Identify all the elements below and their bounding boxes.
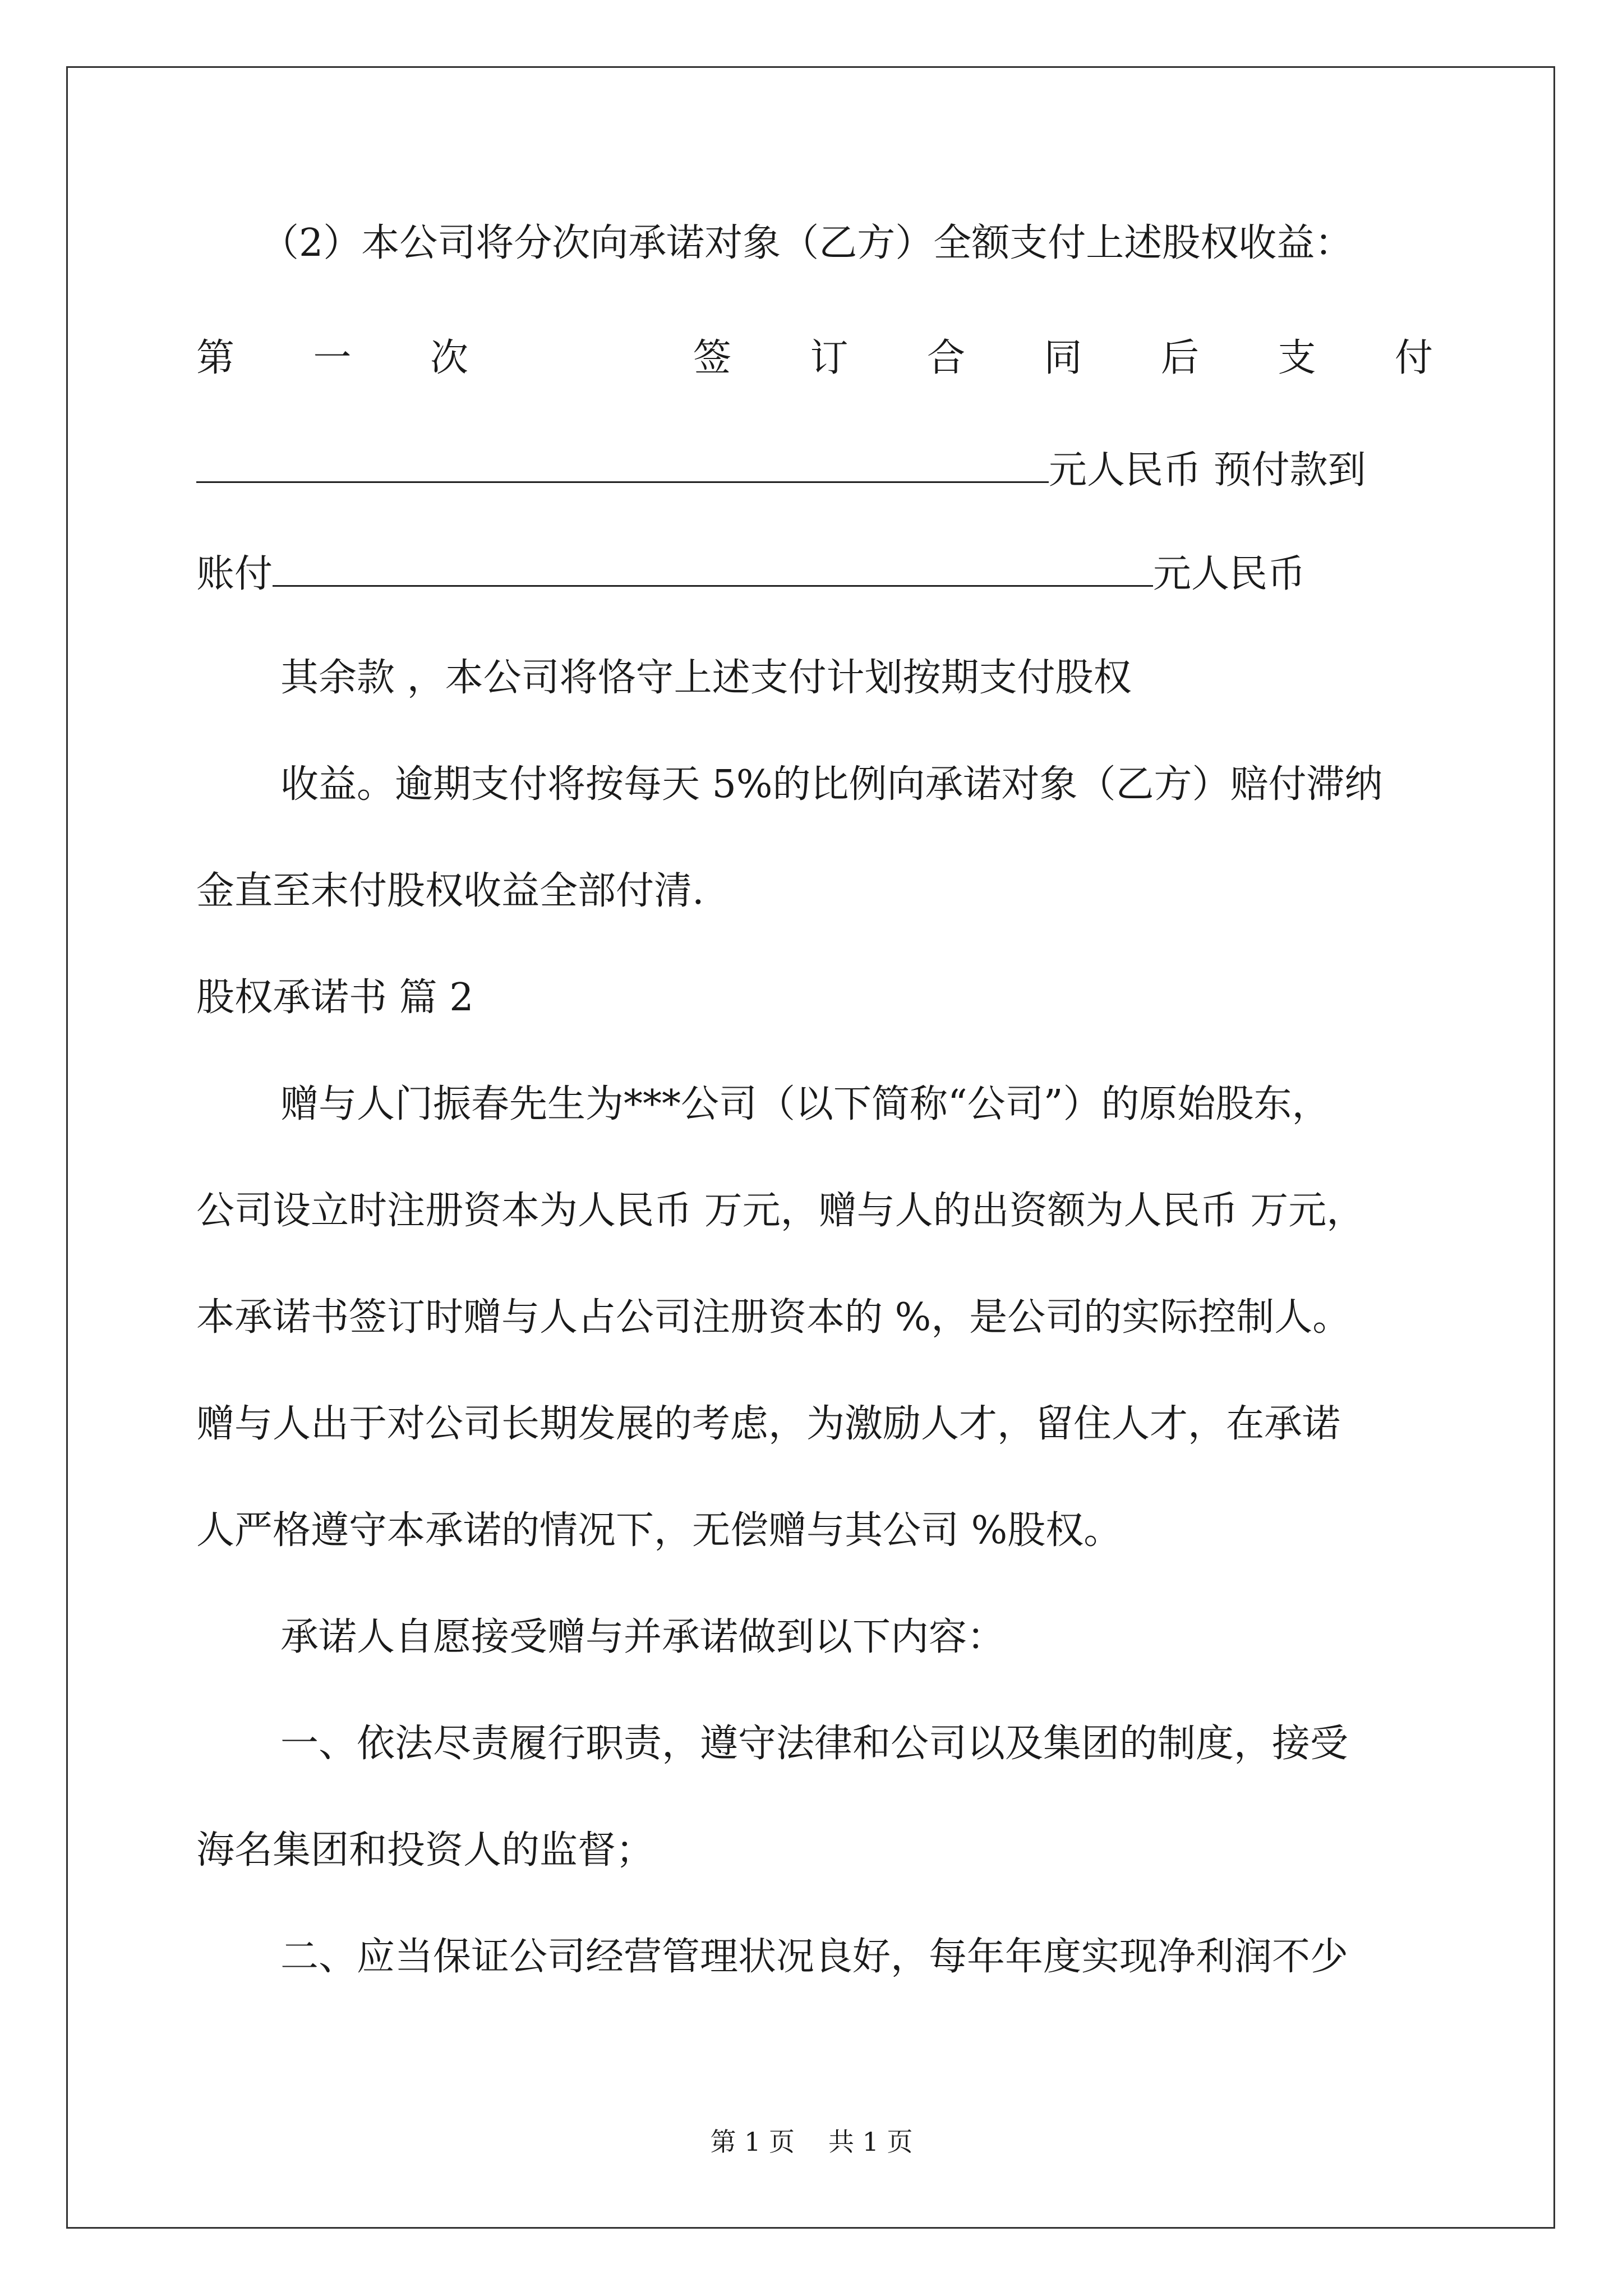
page-footer — [0, 2129, 1623, 2155]
spread-char: 同 — [1044, 336, 1082, 380]
paragraph-item-one-cont: 海名集团和投资人的监督； — [196, 1828, 654, 1872]
paragraph-incentive-cont: 人严格遵守本承诺的情况下，无偿赠与其公司 %股权。 — [196, 1508, 1122, 1553]
spread-char: 第 — [196, 336, 235, 380]
spread-char: 合 — [926, 336, 965, 380]
spread-char: 订 — [810, 336, 849, 380]
section-title: 股权承诺书 篇 2 — [196, 976, 474, 1020]
spread-char: 支 — [1278, 336, 1316, 380]
blank-underline — [196, 449, 1049, 483]
spread-char: 后 — [1160, 336, 1199, 380]
page-number: 第 1 页 — [710, 2127, 795, 2157]
account-payment-line — [196, 552, 1306, 596]
account-payment-head: 账付 — [196, 552, 273, 596]
spread-char: 签 — [693, 336, 731, 380]
spread-gap — [547, 339, 615, 378]
paragraph-overdue-cont: 金直至末付股权收益全部付清. — [196, 869, 704, 913]
page-total: 共 1 页 — [828, 2127, 913, 2157]
paragraph-acceptance: 承诺人自愿接受赠与并承诺做到以下内容： — [280, 1615, 1006, 1659]
paragraph-overdue: 收益。逾期支付将按每天 5%的比例向承诺对象（乙方）赔付滞纳 — [280, 762, 1383, 807]
paragraph-share: 本承诺书签订时赠与人占公司注册资本的 %，是公司的实际控制人。 — [196, 1295, 1351, 1340]
payment-amount-tail: 元人民币 预付款到 — [1049, 448, 1366, 493]
paragraph-incentive: 赠与人出于对公司长期发展的考虑，为激励人才，留住人才，在承诺 — [196, 1402, 1341, 1446]
first-payment-line — [196, 336, 1433, 380]
payment-amount-line — [196, 448, 1366, 493]
account-payment-tail: 元人民币 — [1153, 552, 1306, 596]
paragraph-remaining: 其余款 ，本公司将恪守上述支付计划按期支付股权 — [280, 656, 1132, 700]
paragraph-donor: 赠与人门振春先生为***公司（以下简称“公司”）的原始股东， — [280, 1082, 1330, 1126]
page-border — [66, 66, 1555, 2229]
spread-char: 次 — [430, 336, 469, 380]
blank-underline — [273, 553, 1153, 587]
paragraph-capital: 公司设立时注册资本为人民币 万元，赠与人的出资额为人民币 万元， — [196, 1189, 1365, 1233]
paragraph-payment-intro: （2）本公司将分次向承诺对象（乙方）全额支付上述股权收益： — [261, 221, 1353, 265]
paragraph-item-one: 一、依法尽责履行职责，遵守法律和公司以及集团的制度，接受 — [280, 1722, 1349, 1766]
paragraph-item-two: 二、应当保证公司经营管理状况良好，每年年度实现净利润不少 — [280, 1935, 1349, 1979]
spread-char: 付 — [1394, 336, 1433, 380]
spread-char: 一 — [313, 336, 352, 380]
